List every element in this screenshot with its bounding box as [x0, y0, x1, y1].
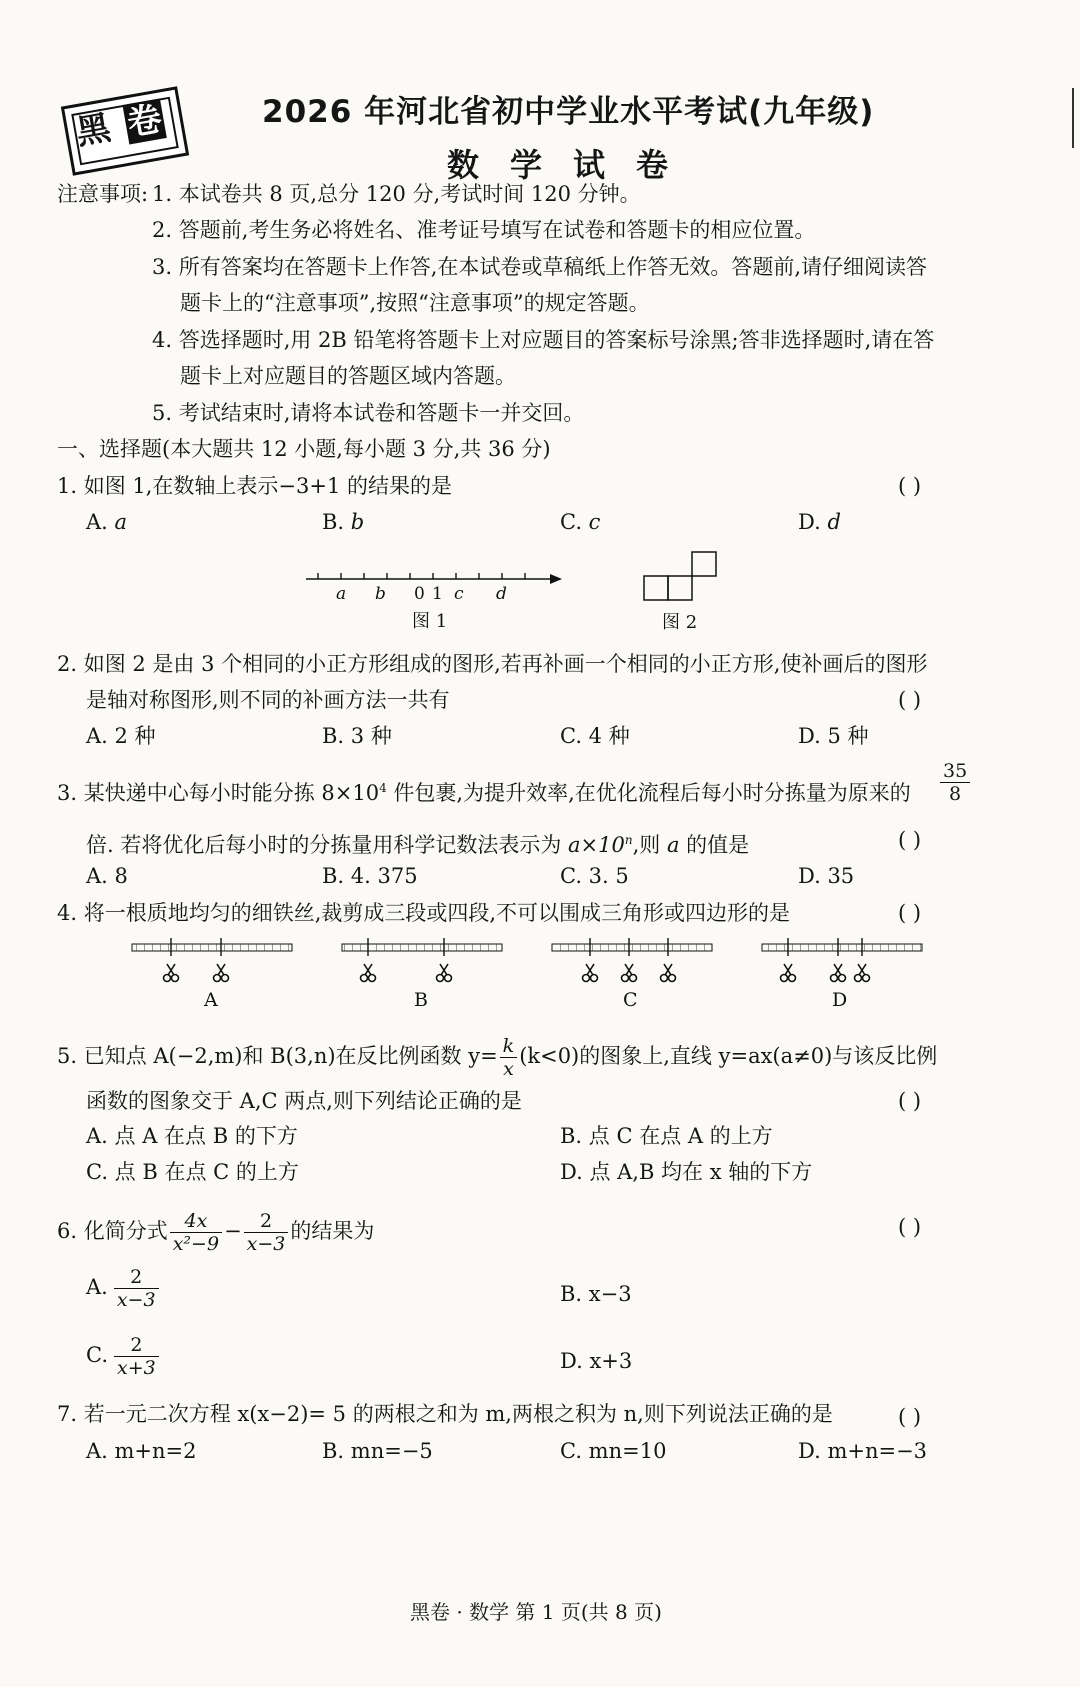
fig1-label-1: 1: [432, 584, 443, 604]
q7-option-a: A. m+n=2: [86, 1439, 197, 1463]
q3-answer-paren: ( ): [898, 828, 922, 852]
note-item-4-cont: 题卡上对应题目的答题区域内答题。: [180, 364, 516, 388]
q1-option-c: C. c: [560, 510, 601, 534]
logo-char-1: 黑: [73, 107, 114, 154]
q1-stem: 1. 如图 1,在数轴上表示−3+1 的结果的是: [57, 474, 453, 498]
q6-fraction-1: $\frac{4x}{\text{x²−9}}$: [170, 1210, 222, 1255]
q6-stem: 6. 化简分式 $\frac{4x}{\text{x²−9}}$ − $\frac{2}{x-3}$ 的结果为: [57, 1210, 375, 1255]
note-item-3: 3. 所有答案均在答题卡上作答,在本试卷或草稿纸上作答无效。答题前,请仔细阅读答: [152, 255, 928, 279]
figure-1-number-line: [300, 565, 570, 635]
q1-option-a: A. a: [86, 510, 128, 534]
note-item-1: 1. 本试卷共 8 页,总分 120 分,考试时间 120 分钟。: [152, 182, 641, 206]
fig1-label-d: d: [496, 584, 507, 604]
q4-answer-paren: ( ): [898, 901, 922, 925]
note-item-2: 2. 答题前,考生务必将姓名、准考证号填写在试卷和答题卡的相应位置。: [152, 218, 816, 242]
svg-text:A: A: [204, 989, 218, 1011]
q3-fraction-35-8: $\frac{35}{8}$: [938, 760, 972, 805]
fig1-label-c: c: [454, 584, 464, 604]
q5-option-c: C. 点 B 在点 C 的上方: [86, 1160, 299, 1184]
q3-option-a: A. 8: [86, 864, 128, 888]
q7-stem: 7. 若一元二次方程 x(x−2)= 5 的两根之和为 m,两根之积为 n,则下列说法正确的是: [57, 1402, 833, 1426]
q5-answer-paren: ( ): [898, 1089, 922, 1113]
fig1-label-0: 0: [414, 584, 425, 604]
q5-stem-line2: 函数的图象交于 A,C 两点,则下列结论正确的是: [86, 1089, 522, 1113]
fig1-label-a: a: [336, 584, 347, 604]
q2-option-a: A. 2 种: [86, 724, 156, 748]
q3-option-d: D. 35: [798, 864, 855, 888]
q6-option-c: C. $\frac{2}{x+3}$: [86, 1334, 161, 1379]
page-edge: [1072, 88, 1074, 148]
q7-option-b: B. mn=−5: [322, 1439, 433, 1463]
q1-option-b: B. b: [322, 510, 365, 534]
fig2-caption: 图 2: [662, 612, 698, 633]
heijuan-logo: [61, 86, 189, 175]
q3-option-b: B. 4. 375: [322, 864, 418, 888]
q2-stem-line1: 2. 如图 2 是由 3 个相同的小正方形组成的图形,若再补画一个相同的小正方形,使补画后的图形: [57, 652, 928, 676]
svg-text:C: C: [623, 989, 638, 1011]
note-item-3-cont: 题卡上的“注意事项”,按照“注意事项”的规定答题。: [180, 291, 650, 315]
q2-answer-paren: ( ): [898, 688, 922, 712]
q5-option-b: B. 点 C 在点 A 的上方: [560, 1124, 773, 1148]
q5-option-a: A. 点 A 在点 B 的下方: [86, 1124, 298, 1148]
figure-2-squares: [636, 545, 746, 635]
q7-option-d: D. m+n=−3: [798, 1439, 928, 1463]
q4-wire-figures: [120, 934, 940, 1014]
q1-answer-paren: ( ): [898, 474, 922, 498]
q6-option-a: A. $\frac{2}{x-3}$: [86, 1266, 161, 1311]
notes-label: 注意事项:: [57, 182, 149, 206]
exam-subtitle: 数学试卷: [447, 146, 700, 184]
fig1-label-b: b: [375, 584, 386, 604]
q7-option-c: C. mn=10: [560, 1439, 667, 1463]
q2-option-c: C. 4 种: [560, 724, 630, 748]
note-item-4: 4. 答选择题时,用 2B 铅笔将答题卡上对应题目的答案标号涂黑;答非选择题时,请在答: [152, 328, 935, 352]
q6-option-d: D. x+3: [560, 1349, 633, 1373]
fig1-caption: 图 1: [412, 611, 448, 632]
q3-stem-line2: 倍. 若将优化后每小时的分拣量用科学记数法表示为 $a\times 10^n$,则 a 的值是: [86, 833, 750, 857]
q6-answer-paren: ( ): [898, 1215, 922, 1239]
q2-stem-line2: 是轴对称图形,则不同的补画方法一共有: [86, 688, 450, 712]
q3-stem-line1: 3. 某快递中心每小时能分拣 $8\times 10^4$ 件包裹,为提升效率,在优化流程后每小时分拣量为原来的: [57, 781, 911, 805]
q5-stem-line1: 5. 已知点 A(−2,m)和 B(3,n)在反比例函数 y= $\frac{k}{x}$ (k<0)的图象上,直线 y=ax(a≠0)与该反比例: [57, 1035, 938, 1080]
q2-option-d: D. 5 种: [798, 724, 869, 748]
q2-option-b: B. 3 种: [322, 724, 392, 748]
wire-option-b: [342, 938, 502, 1011]
page-footer: 黑卷 · 数学 第 1 页(共 8 页): [410, 1600, 662, 1624]
wire-option-a: [132, 938, 292, 1011]
q4-stem: 4. 将一根质地均匀的细铁丝,裁剪成三段或四段,不可以围成三角形或四边形的是: [57, 901, 791, 925]
q3-option-c: C. 3. 5: [560, 864, 629, 888]
wire-option-d: [762, 938, 922, 1011]
q5-fraction-k-x: $\frac{k}{x}$: [500, 1035, 518, 1080]
q5-option-d: D. 点 A,B 均在 x 轴的下方: [560, 1160, 813, 1184]
wire-option-c: [552, 938, 712, 1011]
note-item-5: 5. 考试结束时,请将本试卷和答题卡一并交回。: [152, 401, 585, 425]
svg-text:D: D: [832, 989, 848, 1011]
q6-fraction-2: $\frac{2}{x-3}$: [244, 1210, 289, 1255]
section-heading: 一、选择题(本大题共 12 小题,每小题 3 分,共 36 分): [57, 437, 551, 461]
svg-text:B: B: [414, 989, 428, 1011]
logo-char-2: 卷: [124, 98, 165, 145]
exam-title: 2026 年河北省初中学业水平考试(九年级): [262, 94, 875, 130]
q6-option-b: B. x−3: [560, 1282, 632, 1306]
q7-answer-paren: ( ): [898, 1405, 922, 1429]
q1-option-d: D. d: [798, 510, 841, 534]
